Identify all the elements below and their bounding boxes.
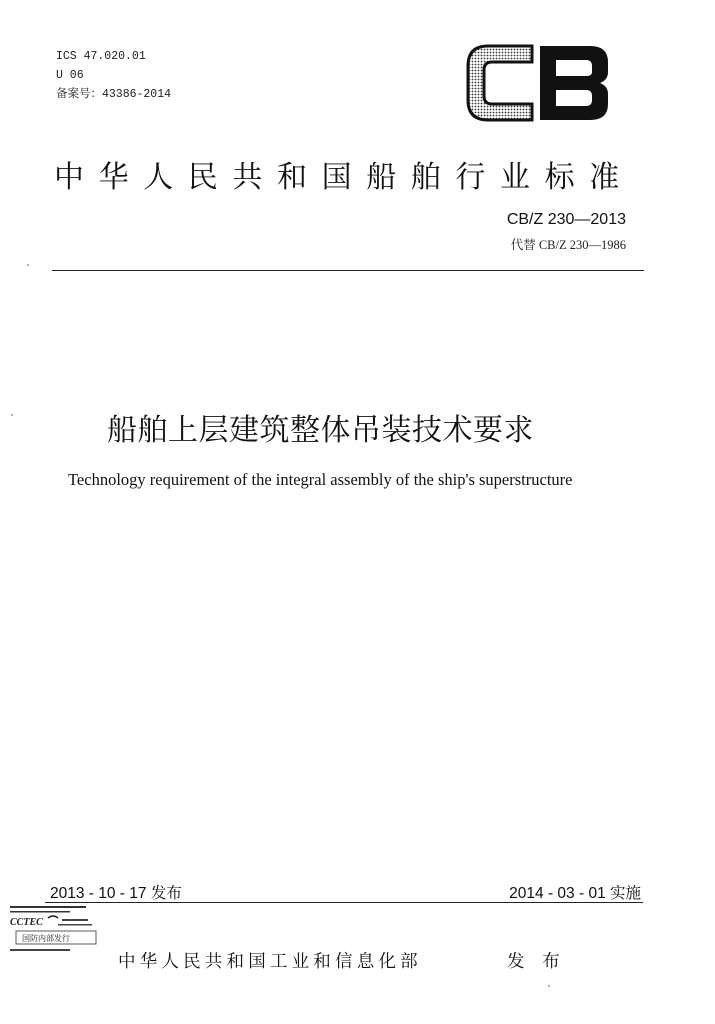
cb-logo-mark [462,42,614,124]
cb-logo [462,42,614,124]
stamp-brand: CCTEC [10,917,43,928]
standard-number: CB/Z 230—2013 [506,211,626,228]
scan-speck [11,414,13,416]
footer-divider [45,902,643,903]
publish-date: 2013 - 10 - 17 发布 [50,885,182,902]
distribution-stamp [8,904,108,966]
industry-standard-title: 中华人民共和国船舶行业标准 [54,160,634,195]
issue-label: 发 布 [507,952,566,972]
scan-speck [27,264,29,266]
issuing-authority: 中华人民共和国工业和信息化部 [118,952,422,972]
english-title: Technology requirement of the integral assembly of the ship's superstructure [68,470,573,489]
header-divider [52,270,644,271]
classification-code: U 06 [56,69,84,82]
scan-speck [548,985,550,987]
ics-code: ICS 47.020.01 [56,50,146,63]
replaced-standard: 代替 CB/Z 230—1986 [510,238,626,252]
stamp-mark [8,904,108,966]
implementation-date: 2014 - 03 - 01 实施 [509,885,641,902]
document-metadata [56,47,171,104]
stamp-name: 国防内部发行 [22,934,70,943]
record-number: 备案号：43386-2014 [56,88,172,101]
chinese-title: 船舶上层建筑整体吊装技术要求 [107,413,534,448]
